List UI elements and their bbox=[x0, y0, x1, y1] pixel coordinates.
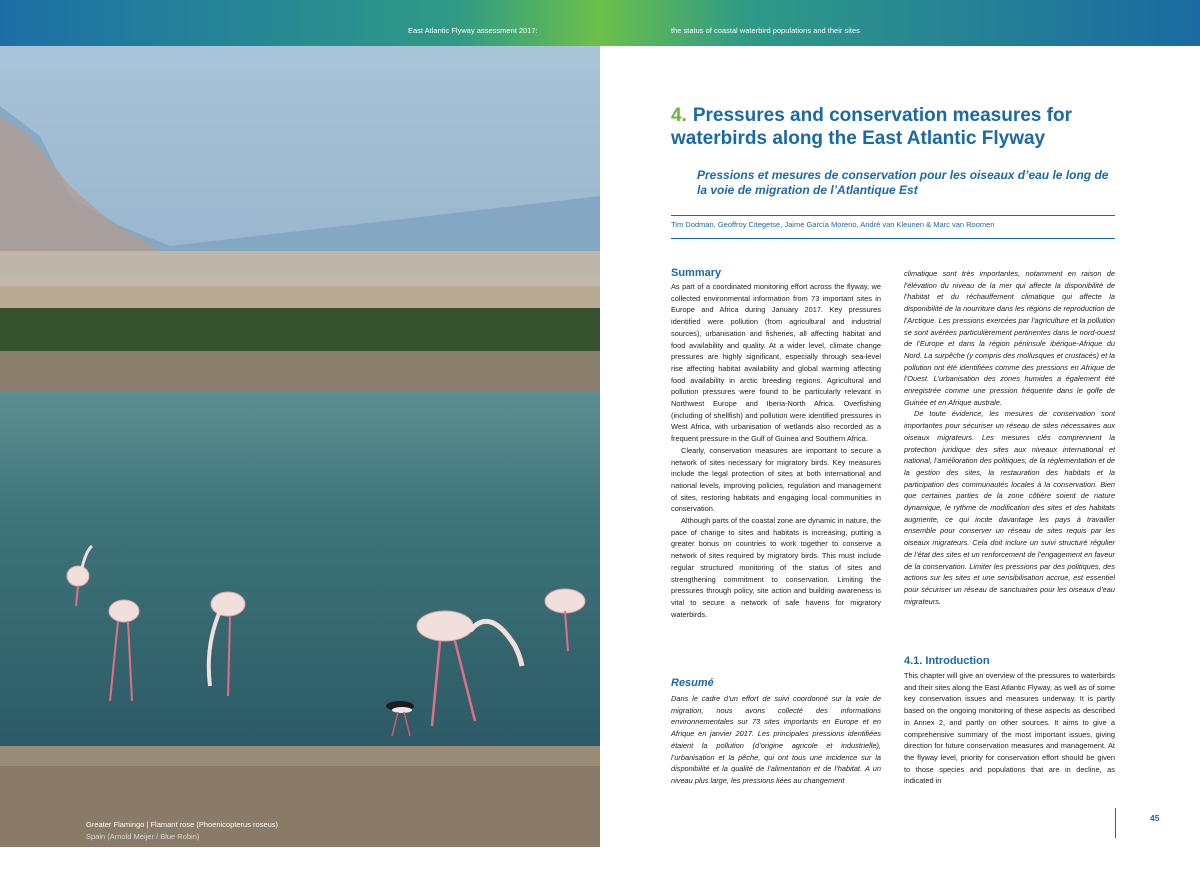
french-column bbox=[904, 268, 1115, 607]
summary-title: Summary bbox=[671, 267, 722, 279]
chapter-number: 4. bbox=[671, 105, 687, 126]
flamingo-photo bbox=[0, 46, 600, 870]
introduction-text: This chapter will give an overview of the pressures to waterbirds and their sites along the East Atlantic Flyway, as well as of some key conservation issues and measures underway. It is partly based on the ongoing monitoring of these aspects as described in Annex 2, and partly on other sources. It aims to give a comprehensive summary of the most important issues, giving direction for future conservation measures and management. At the flyway level, priority for conservation effort should be given to those species and populations that are in decline, as indicated in bbox=[904, 671, 1115, 786]
photo-caption bbox=[86, 819, 278, 843]
french-paragraph: De toute évidence, les mesures de conservation sont importantes pour sécuriser un réseau de sites nécessaires aux oiseaux migrateurs. Les mesures clés comprennent la protection juridique des sites aux niveaux international et national, l’amélioration des politiques, de la réglementation et de la gestion des sites, la restauration des habitats et la participation des communautés locales à la conservation. Bien que certaines parties de la zone côtière soient de nature dynamique, le rythme de modification des sites et des habitats augmente, ce qui incite davantage les pays à travailler ensemble pour conserver un réseau de sites requis par les oiseaux migrateurs. Cela doit inclure un suivi structuré régulier de l’état des sites et un renforcement de l’engagement en faveur de la conservation. Limiter les pressions par des politiques, des actions sur les sites et une sensibilisation accrue, est essentiel pour sécuriser un réseau de sanctuaires pour les oiseaux d’eau migrateurs. bbox=[904, 409, 1115, 606]
resume-text: Dans le cadre d’un effort de suivi coordonné sur la voie de migration, nous avons collecté des informations environnementales sur 73 sites importants en Europe et en Afrique en janvier 2017. Les principales pressions identifiées étaient la pollution (d’origine agricole et industrielle), l’urbanisation et la pêche, qui ont tous une incidence sur la disponibilité et la qualité de l’alimentation et de l’habitat. A un niveau plus large, les pressions liées au changement bbox=[671, 694, 881, 785]
page-number-left: 44 bbox=[38, 861, 47, 870]
summary-paragraph: Although parts of the coastal zone are dynamic in nature, the pace of change to sites and habitats is increasing, putting a greater bonus on countries to work together to conserve a network of sites required by migratory birds. This must include regular structured monitoring of the status of sites and strengthening commitment to conservation. Limiting the pressures through policy, site action and building awareness is vital to secure a network of safe havens for migratory waterbirds. bbox=[671, 516, 881, 619]
page-number-right: 45 bbox=[1150, 813, 1160, 823]
left-page-rule bbox=[84, 854, 85, 884]
french-paragraph: climatique sont très importantes, notamment en raison de l’élévation du niveau de la mer qui affecte la disponibilité de l’habitat et du réchauffement climatique qui affecte la disponibilité de la nourriture dans les régions de reproduction de l’Arctique. Les pressions exercées par l’agriculture et la pollution se sont avérées particulièrement pertinentes dans le nord-ouest de l’Europe et dans la région péninsule ibérique-Afrique du Nord. La surpêche (y compris des mollusques et crustacés) et la pollution ont été identifiées comme des pressions en Afrique de l’Ouest. L’urbanisation des zones humides a également été enregistrée comme une pression fréquente dans le golfe de Guinée et en Afrique australe. bbox=[904, 269, 1115, 407]
authors-rule-top bbox=[671, 215, 1115, 216]
chapter-title: Pressures and conservation measures for waterbirds along the East Atlantic Flyway bbox=[671, 105, 1072, 149]
chapter-heading bbox=[671, 104, 1141, 150]
summary-paragraph: As part of a coordinated monitoring effort across the flyway, we collected environmental information from 73 important sites in Europe and Africa during January 2017. Key pressures identified were pollution (from agricultural and industrial sources), urbanisation and fisheries, all affecting habitat and food availability and quality. At a wider level, climate change pressures are highly significant, especially through sea-level rise affecting habitat availability and global warming affecting food availability in arctic breeding regions. Agricultural and pollution pressures were found to be particularly relevant in Northwest Europe and Iberia-North Africa. Overfishing (including of shellfish) and pollution were identified pressures in West Africa, with urbanisation of wetlands also recorded as a frequent pressure in the Gulf of Guinea and Southern Africa. bbox=[671, 282, 881, 444]
summary-column bbox=[671, 281, 881, 620]
authors-line: Tim Dodman, Geoffroy Citegetse, Jaime García Moreno, André van Kleunen & Marc van Roomen bbox=[671, 220, 995, 229]
banner-right-text: the status of coastal waterbird populations and their sites bbox=[671, 26, 860, 35]
banner-left-text: East Atlantic Flyway assessment 2017: bbox=[408, 26, 538, 35]
resume-title: Resumé bbox=[671, 677, 714, 689]
authors-rule-bottom bbox=[671, 238, 1115, 239]
caption-credit: Spain (Arnold Meijer / Blue Robin) bbox=[86, 832, 200, 841]
introduction-title: 4.1. Introduction bbox=[904, 655, 990, 667]
right-page-rule bbox=[1115, 808, 1116, 838]
summary-paragraph: Clearly, conservation measures are important to secure a network of sites necessary for migratory birds. Key measures include the legal protection of sites at both international and national levels, improving policies, regulation and management of sites, restoring habitats and engaging local communities in conservation. bbox=[671, 445, 881, 514]
header-banner bbox=[0, 0, 1200, 46]
chapter-subtitle: Pressions et mesures de conservation pour les oiseaux d’eau le long de la voie de migration de l’Atlantique Est bbox=[697, 168, 1109, 197]
caption-species: Greater Flamingo | Flamant rose (Phoenicopterus roseus) bbox=[86, 820, 279, 829]
